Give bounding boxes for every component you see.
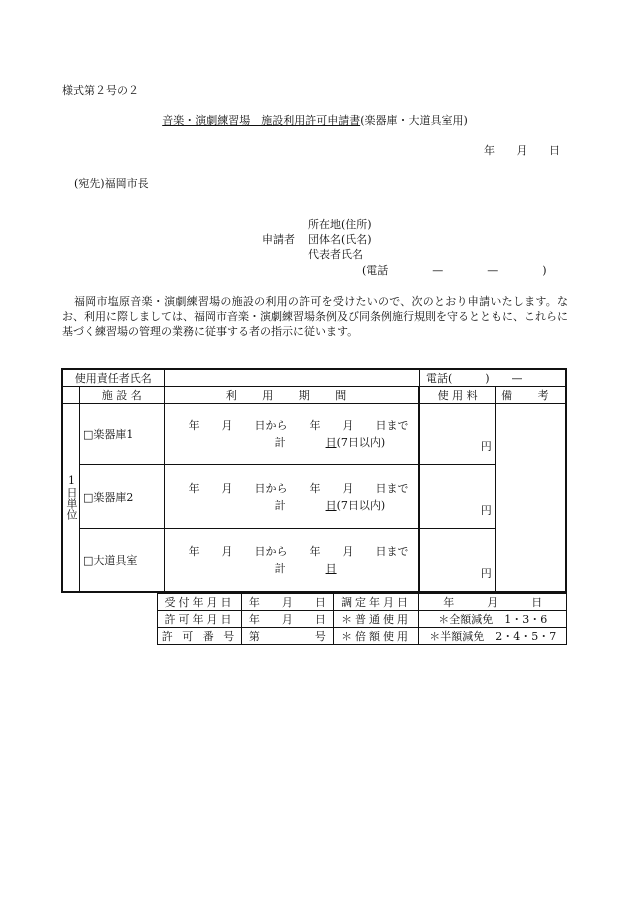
period-note: (7日以内) [336,436,386,449]
header-period: 利 用 期 間 [164,387,419,404]
period-total-label: 計 [274,436,286,449]
office-value[interactable]: 年 月 日 [419,594,567,611]
period-total-days: 日 [325,498,337,512]
office-label: 調定年月日 [333,594,419,611]
period-total-days: 日 [325,561,337,575]
date-day: 日 [549,144,560,157]
fee-unit: 円 [480,566,492,580]
form-title [0,112,630,128]
office-label: 許 可 番 号 [158,628,242,645]
applicant-rep: 代表者氏名 [308,248,363,261]
facility-name[interactable]: □楽器庫1 [80,404,165,465]
period-range: 年 月 日から 年 月 日まで [188,544,409,558]
responsible-label: 使用責任者氏名 [62,369,164,387]
office-value[interactable]: ＊半額減免 2・4・5・7 [419,628,567,645]
applicant-address: 所在地(住所) [308,218,372,231]
office-label: 許可年月日 [158,611,242,628]
addressee: (宛先)福岡市長 [74,177,149,190]
applicant-block [262,217,372,262]
period-cell[interactable] [164,529,419,592]
fee-unit: 円 [480,504,492,517]
applicant-label: 申請者 [262,233,295,246]
header-facility: 施 設 名 [80,387,165,404]
office-label: ＊倍額使用 [333,628,419,645]
form-number: 様式第２号の２ [62,84,139,97]
office-label: 受付年月日 [158,594,242,611]
period-range: 年 月 日から 年 月 日まで [188,481,409,495]
facility-table [61,368,567,593]
fee-cell[interactable] [419,529,495,592]
period-total-label: 計 [274,498,286,512]
date-year: 年 [484,144,495,157]
facility-name[interactable]: □楽器庫2 [80,465,165,529]
office-label: ＊普通使用 [333,611,419,628]
office-use-table [157,593,567,645]
office-value[interactable]: 第 号 [241,628,333,645]
responsible-phone[interactable]: 電話( ) — [419,369,566,387]
applicant-phone: (電話 — — ) [362,264,547,277]
period-cell[interactable] [164,465,419,529]
fee-unit: 円 [480,440,492,453]
facility-name[interactable]: □大道具室 [80,529,165,592]
unit-label: 1日単位 [62,404,80,592]
fee-cell[interactable] [419,404,495,465]
office-value[interactable]: ＊全額減免 1・3・6 [419,611,567,628]
header-blank [62,387,80,404]
period-cell[interactable] [164,404,419,465]
title-suffix: (楽器庫・大道具室用) [360,114,468,127]
application-statement: 福岡市塩原音楽・演劇練習場の施設の利用の許可を受けたいので、次のとおり申請いたします。なお、利用に際しましては、福岡市音楽・演劇練習場条例及び同条例施行規則を守るとともに、これらに基づく練習場の管理の業務に従事する者の指示に従います。 [62,295,568,338]
header-fee: 使 用 料 [419,387,495,404]
date-month: 月 [516,144,528,157]
responsible-name-field[interactable] [164,369,419,387]
applicant-org: 団体名(氏名) [308,233,372,246]
fee-cell[interactable] [419,465,495,529]
title-main: 音楽・演劇練習場 施設利用許可申請書 [162,114,361,127]
application-date [484,142,578,158]
period-range: 年 月 日から 年 月 日まで [188,419,409,432]
office-value[interactable]: 年 月 日 [241,611,333,628]
notes-cell[interactable] [495,404,566,592]
period-total-days: 日 [325,436,337,449]
header-notes: 備 考 [495,387,566,404]
period-note: (7日以内) [336,498,386,512]
period-total-label: 計 [274,561,286,575]
office-value[interactable]: 年 月 日 [241,594,333,611]
